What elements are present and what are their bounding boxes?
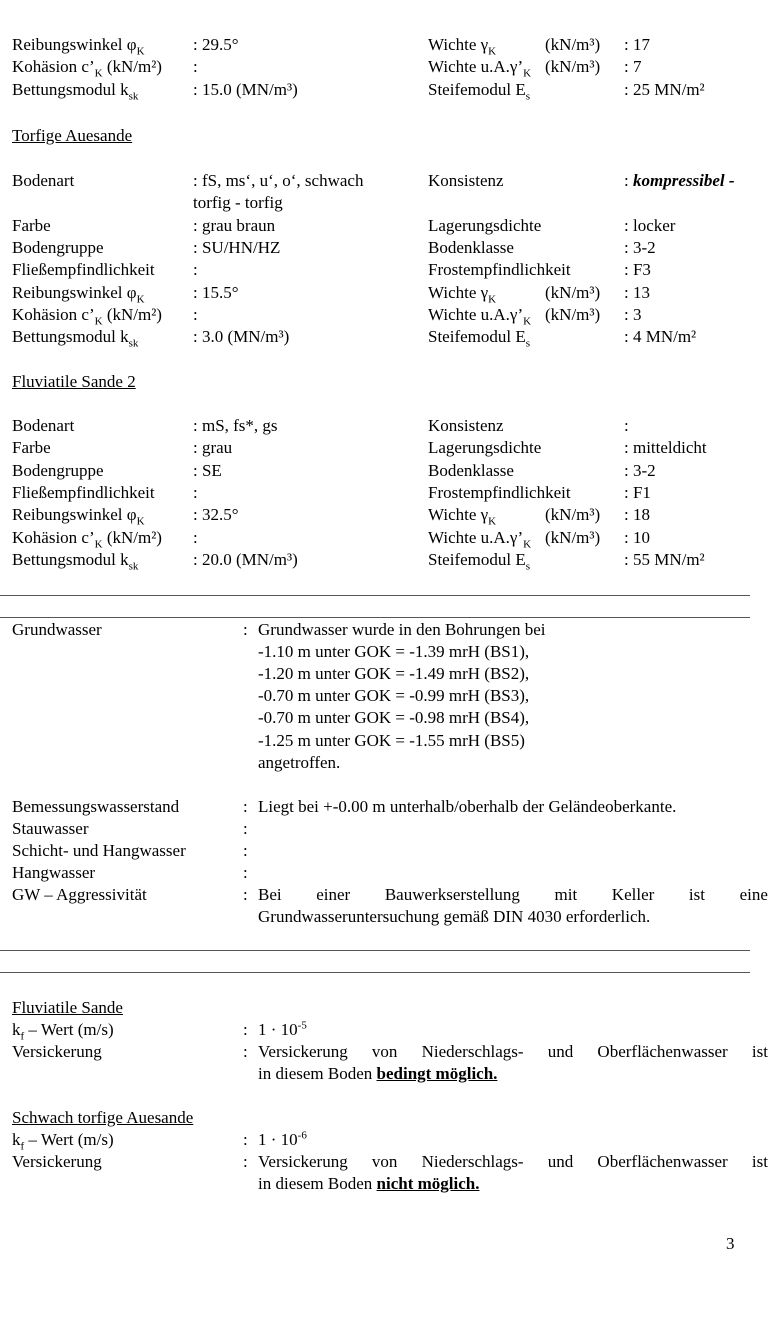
groundwater-line: Grundwasser wurde in den Bohrungen bei bbox=[258, 620, 546, 639]
vers-fluviatile-vers-word: Oberflächenwasser bbox=[597, 1042, 728, 1061]
top-row-right-label bbox=[428, 56, 531, 78]
fluv2-row-label bbox=[12, 527, 162, 549]
fluv2-row-right-label bbox=[428, 482, 571, 504]
vers-fluviatile-vers-line-1 bbox=[258, 1041, 768, 1063]
vers-fluviatile-vers-line-2 bbox=[258, 1063, 497, 1085]
top-row-label-text: Kohäsion c’ bbox=[12, 57, 95, 77]
fluv2-row-right-label bbox=[428, 460, 514, 482]
torfig-row-right-label-sub: K bbox=[488, 292, 497, 305]
fluv2-row-label bbox=[12, 437, 51, 459]
vers-fluviatile-kf-exp: -5 bbox=[297, 1019, 307, 1032]
fluv2-row-value: : bbox=[193, 482, 198, 502]
top-row-right-value: : 17 bbox=[624, 35, 650, 54]
fluv2-row-value: : 20.0 (MN/m³) bbox=[193, 549, 298, 569]
fluv2-row-right-label-text: Steifemodul E bbox=[428, 549, 526, 569]
section-heading-fluviatile-2: Fluviatile Sande 2 bbox=[12, 372, 136, 391]
torfig-row-right-label-text: Wichte u.A.γ’ bbox=[428, 304, 524, 324]
fluv2-row-value: : grau bbox=[193, 438, 233, 458]
divider-1 bbox=[0, 595, 750, 596]
vers-torfig-heading: Schwach torfige Auesande bbox=[12, 1108, 194, 1127]
groundwater-row-colon: : bbox=[243, 885, 248, 904]
fluv2-row-right-label-sub: s bbox=[525, 560, 531, 573]
top-row-right-unit: (kN/m³) bbox=[545, 57, 601, 77]
vers-torfig-vers-word: Oberflächenwasser bbox=[597, 1152, 728, 1171]
top-row-label bbox=[12, 79, 138, 101]
torfig-row-right-value-bold: kompressibel - bbox=[632, 171, 735, 190]
fluv2-row-label-text: Bodenart bbox=[12, 416, 75, 435]
fluv2-row-label-text: Fließempfindlichkeit bbox=[12, 482, 155, 502]
groundwater-line: -1.20 m unter GOK = -1.49 mrH (BS2), bbox=[258, 664, 530, 684]
groundwater-line: -0.70 m unter GOK = -0.99 mrH (BS3), bbox=[258, 686, 530, 706]
torfig-row-label bbox=[12, 170, 74, 192]
torfig-row-right-value: : kompressibel - bbox=[624, 171, 735, 190]
torfig-row-label bbox=[12, 282, 145, 304]
top-row-label-text: Reibungswinkel φ bbox=[12, 35, 137, 54]
vers-fluviatile-kf-colon: : bbox=[243, 1020, 248, 1039]
fluv2-row-right-value: : 55 MN/m² bbox=[624, 549, 705, 569]
fluv2-row-value: : SE bbox=[193, 460, 222, 480]
torfig-row-right-label-text: Bodenklasse bbox=[428, 237, 514, 257]
torfig-row-right-label-text: Wichte γ bbox=[428, 282, 489, 302]
vers-fluviatile-vers-label: Versickerung bbox=[12, 1042, 102, 1061]
torfig-row-right-value: : 4 MN/m² bbox=[624, 327, 697, 347]
vers-fluviatile-kf-base: 1 · 10 bbox=[258, 1020, 298, 1039]
top-row-right-label-sub: K bbox=[523, 67, 532, 80]
fluv2-row-label-text: Bettungsmodul k bbox=[12, 549, 129, 569]
torfig-row-label-text: Bodengruppe bbox=[12, 237, 104, 257]
fluv2-row-right-value: : F1 bbox=[624, 482, 651, 502]
aggressivity-word: Bei bbox=[258, 885, 282, 904]
vers-torfig-kf-colon: : bbox=[243, 1130, 248, 1149]
fluv2-row-right-label-text: Wichte u.A.γ’ bbox=[428, 527, 524, 547]
vers-torfig-kf-rest: – Wert (m/s) bbox=[24, 1130, 114, 1149]
groundwater-row-label: Bemessungswasserstand bbox=[12, 797, 180, 816]
fluv2-row-right-unit: (kN/m³) bbox=[545, 505, 601, 525]
top-row-right-label-sub: s bbox=[525, 89, 531, 102]
top-row-value: : 29.5° bbox=[193, 35, 239, 54]
vers-fluviatile-kf-sub: f bbox=[20, 1030, 25, 1043]
vers-torfig-kf-base: 1 · 10 bbox=[258, 1130, 298, 1149]
aggressivity-word: Keller bbox=[611, 885, 655, 904]
vers-fluviatile-kf-rest: – Wert (m/s) bbox=[24, 1020, 114, 1039]
torfig-row-value: : fS, ms‘, u‘, o‘, schwach bbox=[193, 171, 364, 190]
groundwater-colon: : bbox=[243, 620, 248, 639]
divider-2 bbox=[0, 617, 750, 618]
torfig-row-right-unit: (kN/m³) bbox=[545, 282, 601, 302]
top-row-right-label bbox=[428, 34, 496, 56]
aggressivity-word: Bauwerkserstellung bbox=[384, 885, 520, 904]
top-row-right-label-text: Wichte γ bbox=[428, 35, 489, 54]
torfig-row-right-label bbox=[428, 304, 531, 326]
torfig-row-right-label bbox=[428, 259, 571, 281]
aggressivity-word: ist bbox=[688, 885, 705, 904]
vers-torfig-vers-label: Versickerung bbox=[12, 1152, 102, 1171]
torfig-row-right-label-text: Konsistenz bbox=[428, 171, 504, 190]
vers-fluviatile-vers-word: Versickerung bbox=[258, 1042, 348, 1061]
groundwater-row-label: Hangwasser bbox=[12, 863, 96, 882]
vers-torfig-kf-value bbox=[258, 1129, 307, 1151]
fluv2-row-right-label-sub: K bbox=[523, 537, 532, 550]
torfig-row-right-label-sub: s bbox=[525, 337, 531, 350]
fluv2-row-value: : 32.5° bbox=[193, 505, 239, 525]
vers-fluviatile-vers-word: und bbox=[547, 1042, 574, 1061]
groundwater-line: -0.70 m unter GOK = -0.98 mrH (BS4), bbox=[258, 708, 530, 728]
top-row-right-label-text: Steifemodul E bbox=[428, 79, 526, 99]
divider-4 bbox=[0, 972, 750, 973]
fluv2-row-label bbox=[12, 482, 155, 504]
vers-torfig-kf-exp: -6 bbox=[297, 1129, 307, 1142]
torfig-row-right-label-text: Steifemodul E bbox=[428, 327, 526, 347]
torfig-row-label bbox=[12, 237, 104, 259]
fluv2-row-right-label-text: Bodenklasse bbox=[428, 460, 514, 480]
vers-fluviatile-vers-word: Niederschlags- bbox=[421, 1042, 524, 1061]
fluv2-row-label-text: Farbe bbox=[12, 438, 51, 458]
aggressivity-word: mit bbox=[554, 885, 578, 904]
fluv2-row-label bbox=[12, 549, 138, 571]
aggressivity-line-1 bbox=[258, 884, 768, 906]
fluv2-row-right-value: : 18 bbox=[624, 505, 650, 525]
torfig-row-right-label-text: Frostempfindlichkeit bbox=[428, 260, 571, 280]
fluv2-row-right-unit: (kN/m³) bbox=[545, 527, 601, 547]
fluv2-row-right-value: : 3-2 bbox=[624, 460, 656, 480]
torfig-row-right-value: : 3-2 bbox=[624, 237, 656, 257]
top-row-right-label-text: Wichte u.A.γ’ bbox=[428, 57, 524, 77]
groundwater-row-colon: : bbox=[243, 863, 248, 882]
fluv2-row-right-label bbox=[428, 437, 541, 459]
groundwater-label: Grundwasser bbox=[12, 620, 102, 639]
groundwater-line: -1.25 m unter GOK = -1.55 mrH (BS5) bbox=[258, 730, 525, 750]
fluv2-row-label-text: Kohäsion c’ bbox=[12, 527, 95, 547]
vers-torfig-vers-word: und bbox=[547, 1152, 574, 1171]
fluv2-row-right-label-text: Lagerungsdichte bbox=[428, 438, 542, 458]
fluv2-row-label bbox=[12, 504, 145, 526]
top-row-right-label-sub: K bbox=[488, 45, 497, 58]
top-row-label bbox=[12, 34, 145, 56]
vers-torfig-vers-pre: in diesem Boden bbox=[258, 1174, 377, 1193]
torfig-row-label bbox=[12, 326, 138, 348]
vers-torfig-kf-k: k bbox=[12, 1130, 21, 1149]
fluv2-row-label-text: Bodengruppe bbox=[12, 460, 104, 480]
fluv2-row-right-label bbox=[428, 504, 496, 526]
vers-fluviatile-vers-word: ist bbox=[751, 1042, 768, 1061]
groundwater-line: angetroffen. bbox=[258, 752, 341, 772]
top-row-right-value: : 25 MN/m² bbox=[624, 79, 705, 99]
vers-fluviatile-heading: Fluviatile Sande bbox=[12, 998, 123, 1017]
groundwater-row-colon: : bbox=[243, 797, 248, 816]
vers-fluviatile-kf-label bbox=[12, 1019, 114, 1041]
fluv2-row-label bbox=[12, 415, 74, 437]
divider-3 bbox=[0, 950, 750, 951]
vers-torfig-vers-line-2 bbox=[258, 1173, 479, 1195]
top-row-right-value: : 7 bbox=[624, 57, 642, 77]
top-row-right-unit: (kN/m³) bbox=[545, 35, 601, 54]
torfig-row-value: : bbox=[193, 260, 198, 280]
vers-fluviatile-vers-colon: : bbox=[243, 1042, 248, 1061]
top-row-right-label bbox=[428, 79, 530, 101]
torfig-row-label-text: Bettungsmodul k bbox=[12, 327, 129, 347]
torfig-row-right-value: : F3 bbox=[624, 260, 651, 280]
fluv2-row-value: : bbox=[193, 527, 198, 547]
fluv2-row-label-unit: (kN/m²) bbox=[102, 527, 162, 547]
torfig-row-label-text: Bodenart bbox=[12, 171, 75, 190]
torfig-row-value: : SU/HN/HZ bbox=[193, 237, 281, 257]
fluv2-row-right-label bbox=[428, 549, 530, 571]
torfig-row-label-text: Farbe bbox=[12, 215, 51, 235]
fluv2-row-right-value: : mitteldicht bbox=[624, 438, 707, 458]
top-row-label-sub: K bbox=[94, 67, 103, 80]
fluv2-row-right-label-text: Wichte γ bbox=[428, 505, 489, 525]
torfig-row-right-label-sub: K bbox=[523, 315, 532, 328]
fluv2-row-right-label bbox=[428, 527, 531, 549]
top-row-label-sub: sk bbox=[128, 89, 139, 102]
torfig-row-right-label bbox=[428, 237, 514, 259]
fluv2-row-right-label-text: Frostempfindlichkeit bbox=[428, 482, 571, 502]
torfig-row-label bbox=[12, 259, 155, 281]
torfig-row-label-text: Kohäsion c’ bbox=[12, 304, 95, 324]
vers-torfig-vers-result: nicht möglich. bbox=[376, 1174, 480, 1193]
groundwater-row-colon: : bbox=[243, 841, 248, 860]
vers-torfig-vers-word: von bbox=[371, 1152, 398, 1171]
groundwater-row-colon: : bbox=[243, 819, 248, 838]
groundwater-row-label: GW – Aggressivität bbox=[12, 885, 147, 904]
top-row-label-text: Bettungsmodul k bbox=[12, 79, 129, 99]
vers-fluviatile-vers-word: von bbox=[371, 1042, 398, 1061]
torfig-row-right-label bbox=[428, 282, 496, 304]
groundwater-row-label: Schicht- und Hangwasser bbox=[12, 841, 186, 860]
fluv2-row-label-sub: sk bbox=[128, 560, 139, 573]
fluv2-row-right-value: : 10 bbox=[624, 527, 650, 547]
torfig-row-right-value: : locker bbox=[624, 215, 676, 235]
torfig-row-right-value: : 13 bbox=[624, 282, 650, 302]
vers-torfig-kf-label bbox=[12, 1129, 114, 1151]
torfig-row-label bbox=[12, 215, 51, 237]
vers-torfig-kf-sub: f bbox=[20, 1140, 25, 1153]
fluv2-row-label bbox=[12, 460, 104, 482]
aggressivity-word: einer bbox=[316, 885, 351, 904]
groundwater-row-value: Liegt bei +-0.00 m unterhalb/oberhalb der Geländeoberkante. bbox=[258, 797, 677, 816]
torfig-row-value: : 3.0 (MN/m³) bbox=[193, 327, 290, 347]
torfig-row-value: : 15.5° bbox=[193, 282, 239, 302]
vers-torfig-vers-word: Niederschlags- bbox=[421, 1152, 524, 1171]
vers-torfig-vers-colon: : bbox=[243, 1152, 248, 1171]
torfig-row-right-label-text: Lagerungsdichte bbox=[428, 215, 542, 235]
fluv2-row-right-label-sub: K bbox=[488, 515, 497, 528]
torfig-row-right-value: : 3 bbox=[624, 304, 642, 324]
top-row-label-unit: (kN/m²) bbox=[102, 57, 162, 77]
torfig-row-label-sub: K bbox=[136, 292, 145, 305]
torfig-row-label-text: Reibungswinkel φ bbox=[12, 282, 137, 302]
fluv2-row-label-sub: K bbox=[94, 537, 103, 550]
torfig-row-value: torfig - torfig bbox=[193, 193, 283, 213]
section-heading-torfig: Torfige Auesande bbox=[12, 126, 133, 145]
vers-fluviatile-kf-k: k bbox=[12, 1020, 21, 1039]
torfig-row-right-label bbox=[428, 215, 541, 237]
torfig-row-value: : bbox=[193, 304, 198, 324]
torfig-row-label-sub: sk bbox=[128, 337, 139, 350]
aggressivity-word: eine bbox=[739, 885, 768, 904]
torfig-row-value: : grau braun bbox=[193, 215, 276, 235]
top-row-label bbox=[12, 56, 162, 78]
vers-torfig-vers-line-1 bbox=[258, 1151, 768, 1173]
fluv2-row-right-label-text: Konsistenz bbox=[428, 416, 504, 435]
fluv2-row-label-text: Reibungswinkel φ bbox=[12, 505, 137, 525]
vers-fluviatile-vers-result: bedingt möglich. bbox=[376, 1064, 498, 1083]
torfig-row-right-label bbox=[428, 326, 530, 348]
page-number: 3 bbox=[726, 1234, 735, 1253]
torfig-row-label-sub: K bbox=[94, 315, 103, 328]
top-row-label-sub: K bbox=[136, 45, 145, 58]
vers-torfig-vers-word: Versickerung bbox=[258, 1152, 348, 1171]
torfig-row-label-unit: (kN/m²) bbox=[102, 304, 162, 324]
fluv2-row-label-sub: K bbox=[136, 515, 145, 528]
fluv2-row-value: : mS, fs*, gs bbox=[193, 416, 278, 435]
torfig-row-right-label bbox=[428, 170, 504, 192]
vers-fluviatile-kf-value bbox=[258, 1019, 307, 1041]
fluv2-row-right-label bbox=[428, 415, 504, 437]
groundwater-row-label: Stauwasser bbox=[12, 819, 89, 838]
groundwater-line: -1.10 m unter GOK = -1.39 mrH (BS1), bbox=[258, 642, 530, 662]
fluv2-row-right-value: : bbox=[624, 416, 629, 435]
vers-fluviatile-vers-pre: in diesem Boden bbox=[258, 1064, 377, 1083]
torfig-row-label bbox=[12, 304, 162, 326]
top-row-value: : bbox=[193, 57, 198, 77]
top-row-value: : 15.0 (MN/m³) bbox=[193, 79, 298, 99]
aggressivity-line-2: Grundwasseruntersuchung gemäß DIN 4030 erforderlich. bbox=[258, 907, 651, 926]
torfig-row-right-unit: (kN/m³) bbox=[545, 304, 601, 324]
torfig-row-label-text: Fließempfindlichkeit bbox=[12, 260, 155, 280]
vers-torfig-vers-word: ist bbox=[751, 1152, 768, 1171]
